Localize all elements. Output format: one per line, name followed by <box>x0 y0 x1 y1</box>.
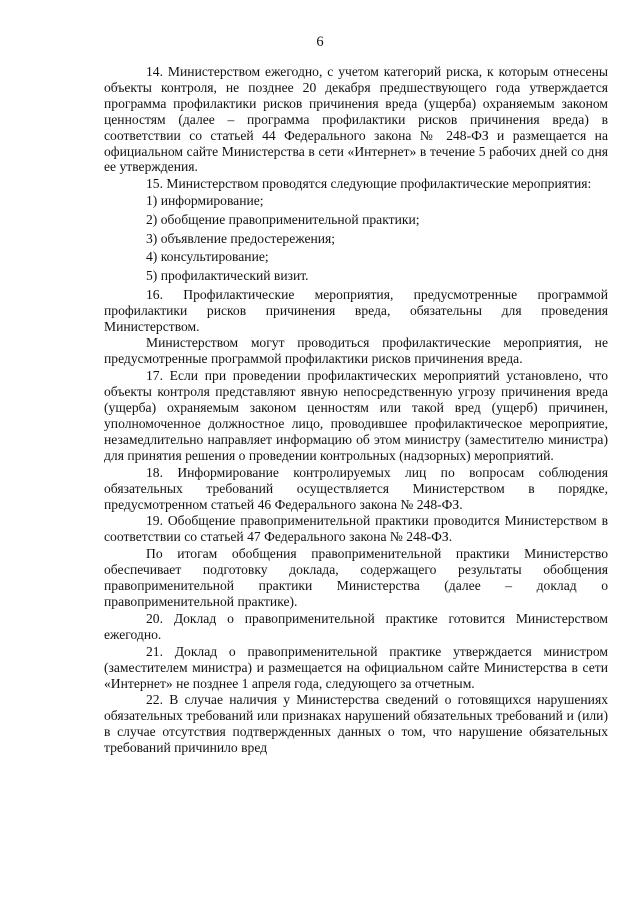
list-item: 5) профилактический визит. <box>146 268 309 284</box>
paragraph-14: 14. Министерством ежегодно, с учетом категорий риска, к которым отнесены объекты контроля, не позднее 20 декабря предшествующего года утверждается программа профилактики рисков причинения вреда (ущерба) охраняемым законом ценностям (далее – программа профилактики рисков причинения вреда) в соответствии со статьей 44 Федерального закона № 248-ФЗ и размещается на официальном сайте Министерства в сети «Интернет» в течение 5 рабочих дней со дня ее утверждения. <box>104 64 608 175</box>
document-body <box>104 64 608 757</box>
list-item: 1) информирование; <box>146 193 264 209</box>
paragraph-16-continued: Министерством могут проводиться профилактические мероприятия, не предусмотренные программой профилактики рисков причинения вреда. <box>104 335 608 367</box>
paragraph-16: 16. Профилактические мероприятия, предусмотренные программой профилактики рисков причинения вреда, обязательны для проведения Министерством. <box>104 286 608 334</box>
paragraph-15: 15. Министерством проводятся следующие профилактические мероприятия: <box>146 176 592 192</box>
paragraph-20: 20. Доклад о правоприменительной практике готовится Министерством ежегодно. <box>104 610 608 642</box>
paragraph-19: 19. Обобщение правоприменительной практики проводится Министерством в соответствии со статьей 47 Федерального закона № 248-ФЗ. <box>104 513 608 545</box>
list-item: 2) обобщение правоприменительной практики; <box>146 211 420 227</box>
paragraph-22: 22. В случае наличия у Министерства сведений о готовящихся нарушениях обязательных требований или признаках нарушений обязательных требований и (или) в случае отсутствия подтвержденных данных о том, что нарушение обязательных требований причинило вред <box>104 692 608 756</box>
paragraph-18: 18. Информирование контролируемых лиц по вопросам соблюдения обязательных требований осуществляется Министерством в порядке, предусмотренном статьей 46 Федерального закона № 248-ФЗ. <box>104 464 608 512</box>
list-item: 3) объявление предостережения; <box>146 230 336 246</box>
page-number: 6 <box>316 34 324 50</box>
list-item: 4) консультирование; <box>146 249 269 265</box>
paragraph-19-continued: По итогам обобщения правоприменительной практики Министерство обеспечивает подготовку доклада, содержащего результаты обобщения правоприменительной практики Министерства (далее – доклад о правоприменительной практике). <box>104 546 608 609</box>
paragraph-17: 17. Если при проведении профилактических мероприятий установлено, что объекты контроля представляют явную непосредственную угрозу причинения вреда (ущерба) охраняемым законом ценностям или такой вред (ущерб) причинен, уполномоченное должностное лицо, проводившее профилактическое мероприятие, незамедлительно направляет информацию об этом министру (заместителю министра) для принятия решения о проведении контрольных (надзорных) мероприятий. <box>104 368 608 463</box>
paragraph-21: 21. Доклад о правоприменительной практике утверждается министром (заместителем министра) и размещается на официальном сайте Министерства в сети «Интернет» не позднее 1 апреля года, следующего за отчетным. <box>104 643 608 691</box>
